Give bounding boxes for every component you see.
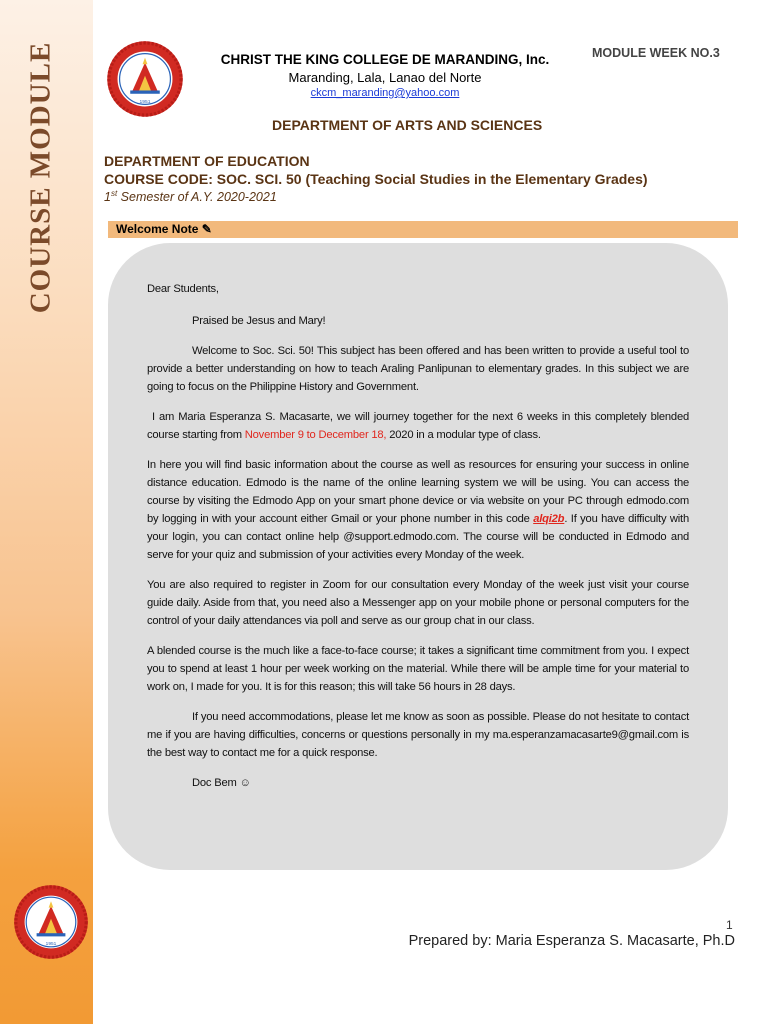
department-education: DEPARTMENT OF EDUCATION bbox=[104, 153, 310, 169]
semester-suffix: st bbox=[110, 189, 118, 198]
letter-paragraph-6: If you need accommodations, please let me know as soon as possible. Please do not hesitate to contact me if you are having difficulties, concerns or questions personally in my ma.esperanzamacasarte9@gmail.com is the best way to contact me for a quick response. bbox=[147, 711, 689, 759]
prepared-by: Prepared by: Maria Esperanza S. Macasarte, Ph.D bbox=[408, 933, 735, 949]
semester-line bbox=[104, 189, 277, 204]
side-title-text: COURSE MODULE bbox=[24, 41, 57, 314]
letter-paragraph-4: You are also required to register in Zoom for our consultation every Monday of the week just visit your course guide daily. Aside from that, you need also a Messenger app on your mobile phone or personal computers for the control of your daily attendances via poll and serve as our group chat in our class. bbox=[147, 579, 689, 627]
college-seal-logo-bottom bbox=[11, 882, 91, 962]
svg-text:1951: 1951 bbox=[139, 99, 151, 105]
letter-p3-text-a: In here you will find basic information about the course as well as resources for ensuring your success in online distance education. Edmodo is the name of the online learning system we will be using. You can access the course by visiting the Edmodo App on your smart phone device or via website on your PC through edmodo.com by logging in with your account either Gmail or your phone number in this code bbox=[147, 459, 689, 525]
page-number: 1 bbox=[726, 918, 733, 932]
letter-paragraph-3 bbox=[147, 456, 689, 564]
letter-p2-text-b: 2020 in a modular type of class. bbox=[386, 429, 541, 441]
college-email-link[interactable]: ckcm_maranding@yahoo.com bbox=[310, 87, 460, 99]
semester-text: Semester of A.Y. 2020-2021 bbox=[117, 190, 277, 205]
module-week-label: MODULE WEEK NO.3 bbox=[592, 46, 720, 60]
college-address: Maranding, Lala, Lanao del Norte bbox=[288, 70, 482, 85]
welcome-letter-box bbox=[108, 243, 728, 870]
letter-greeting: Dear Students, bbox=[147, 283, 219, 295]
welcome-note-bar bbox=[108, 221, 738, 238]
letter-p3-text-b: . If you have difficulty with your login, you can contact online help @support.edmodo.com. The course will be conducted in Edmodo and serve for your quiz and submission of your activities every Monday of the week. bbox=[147, 513, 689, 561]
letter-paragraph-1: Welcome to Soc. Sci. 50! This subject has been offered and has been written to provide a useful tool to provide a better understanding on how to teach Araling Panlipunan to elementary grades. In this subject we are going to focus on the Philippine History and Government. bbox=[147, 345, 689, 393]
edmodo-class-code: alqi2b bbox=[533, 513, 565, 525]
side-band bbox=[0, 0, 93, 1024]
department-arts-sciences: DEPARTMENT OF ARTS AND SCIENCES bbox=[272, 117, 543, 133]
letter-p2-text-a: I am Maria Esperanza S. Macasarte, we will journey together for the next 6 weeks in this completely blended course starting from bbox=[147, 411, 689, 441]
welcome-letter-text bbox=[147, 280, 689, 804]
letter-paragraph-2 bbox=[147, 408, 689, 444]
letter-signoff: Doc Bem ☺ bbox=[192, 777, 251, 789]
semester-number: 1 bbox=[104, 190, 111, 205]
college-header bbox=[190, 52, 580, 99]
letter-paragraph-5: A blended course is the much like a face-to-face course; it takes a significant time commitment from you. I expect you to spend at least 1 hour per week working on the material. While there will be ample time for your material to work on, I made for you. It is for this reason; this will take 56 hours in 28 days. bbox=[147, 645, 689, 693]
course-code: COURSE CODE: SOC. SCI. 50 (Teaching Social Studies in the Elementary Grades) bbox=[104, 171, 648, 187]
welcome-note-label: Welcome Note ✎ bbox=[116, 222, 212, 236]
letter-dates-highlight: November 9 to December 18, bbox=[244, 429, 387, 441]
college-seal-logo bbox=[104, 38, 186, 120]
svg-text:1951: 1951 bbox=[45, 942, 57, 948]
side-title bbox=[18, 40, 64, 315]
letter-praise: Praised be Jesus and Mary! bbox=[192, 315, 326, 327]
college-name: CHRIST THE KING COLLEGE DE MARANDING, Inc. bbox=[220, 52, 550, 67]
